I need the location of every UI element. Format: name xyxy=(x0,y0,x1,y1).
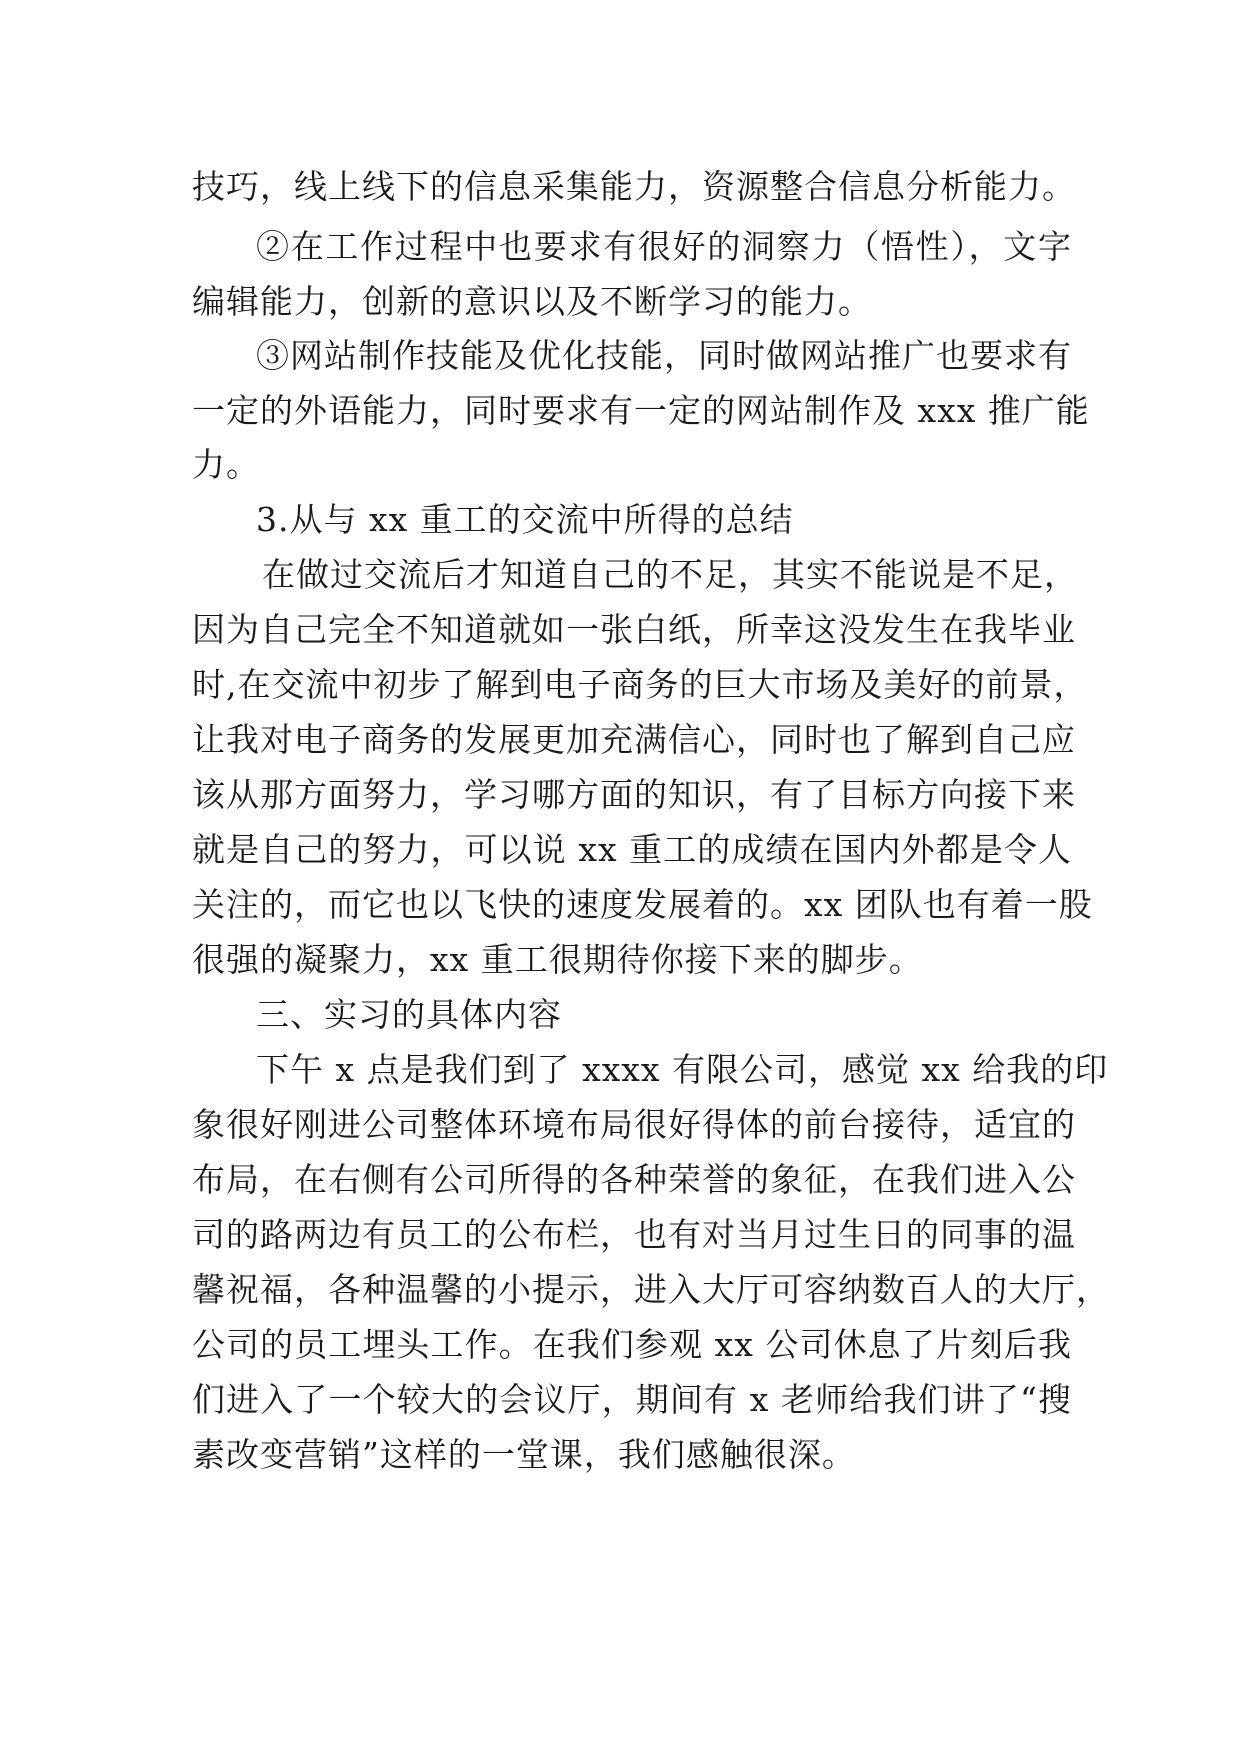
section-heading-3: 3.从与 xx 重工的交流中所得的总结 xyxy=(256,500,794,539)
text-line-8: 在做过交流后才知道自己的不足，其实不能说是不足， xyxy=(262,555,1078,594)
text-line-20: 司的路两边有员工的公布栏，也有对当月过生日的同事的温 xyxy=(192,1215,1076,1254)
text-line-23: 们进入了一个较大的会议厅，期间有 x 老师给我们讲了“搜 xyxy=(192,1380,1072,1419)
text-line-3: 编辑能力，创新的意识以及不断学习的能力。 xyxy=(192,282,872,321)
text-line-11: 让我对电子商务的发展更加充满信心，同时也了解到自己应 xyxy=(192,720,1076,759)
text-line-17: 下午 x 点是我们到了 xxxx 有限公司，感觉 xx 给我的印 xyxy=(256,1050,1109,1089)
text-line-18: 象很好刚进公司整体环境布局很好得体的前台接待，适宜的 xyxy=(192,1105,1076,1144)
text-line-22: 公司的员工埋头工作。在我们参观 xx 公司休息了片刻后我 xyxy=(192,1325,1072,1364)
text-line-1: 技巧，线上线下的信息采集能力，资源整合信息分析能力。 xyxy=(192,167,1076,206)
text-line-13: 就是自己的努力，可以说 xx 重工的成绩在国内外都是令人 xyxy=(192,830,1072,869)
text-line-9: 因为自己完全不知道就如一张白纸，所幸这没发生在我毕业 xyxy=(192,610,1076,649)
text-line-6: 力。 xyxy=(192,445,260,484)
text-line-4: ③网站制作技能及优化技能，同时做网站推广也要求有 xyxy=(256,336,1072,375)
text-line-2: ②在工作过程中也要求有很好的洞察力（悟性），文字 xyxy=(256,227,1072,266)
section-heading-three: 三、实习的具体内容 xyxy=(256,995,562,1034)
text-line-5: 一定的外语能力，同时要求有一定的网站制作及 xxx 推广能 xyxy=(192,391,1090,430)
text-line-15: 很强的凝聚力，xx 重工很期待你接下来的脚步。 xyxy=(192,940,923,979)
text-line-24: 素改变营销”这样的一堂课，我们感触很深。 xyxy=(192,1435,856,1474)
text-line-19: 布局，在右侧有公司所得的各种荣誉的象征，在我们进入公 xyxy=(192,1160,1076,1199)
text-line-12: 该从那方面努力，学习哪方面的知识，有了目标方向接下来 xyxy=(192,775,1076,814)
text-line-14: 关注的，而它也以飞快的速度发展着的。xx 团队也有着一股 xyxy=(192,885,1093,924)
text-line-21: 馨祝福，各种温馨的小提示，进入大厅可容纳数百人的大厅， xyxy=(192,1270,1110,1309)
text-line-10: 时,在交流中初步了解到电子商务的巨大市场及美好的前景， xyxy=(192,665,1088,704)
